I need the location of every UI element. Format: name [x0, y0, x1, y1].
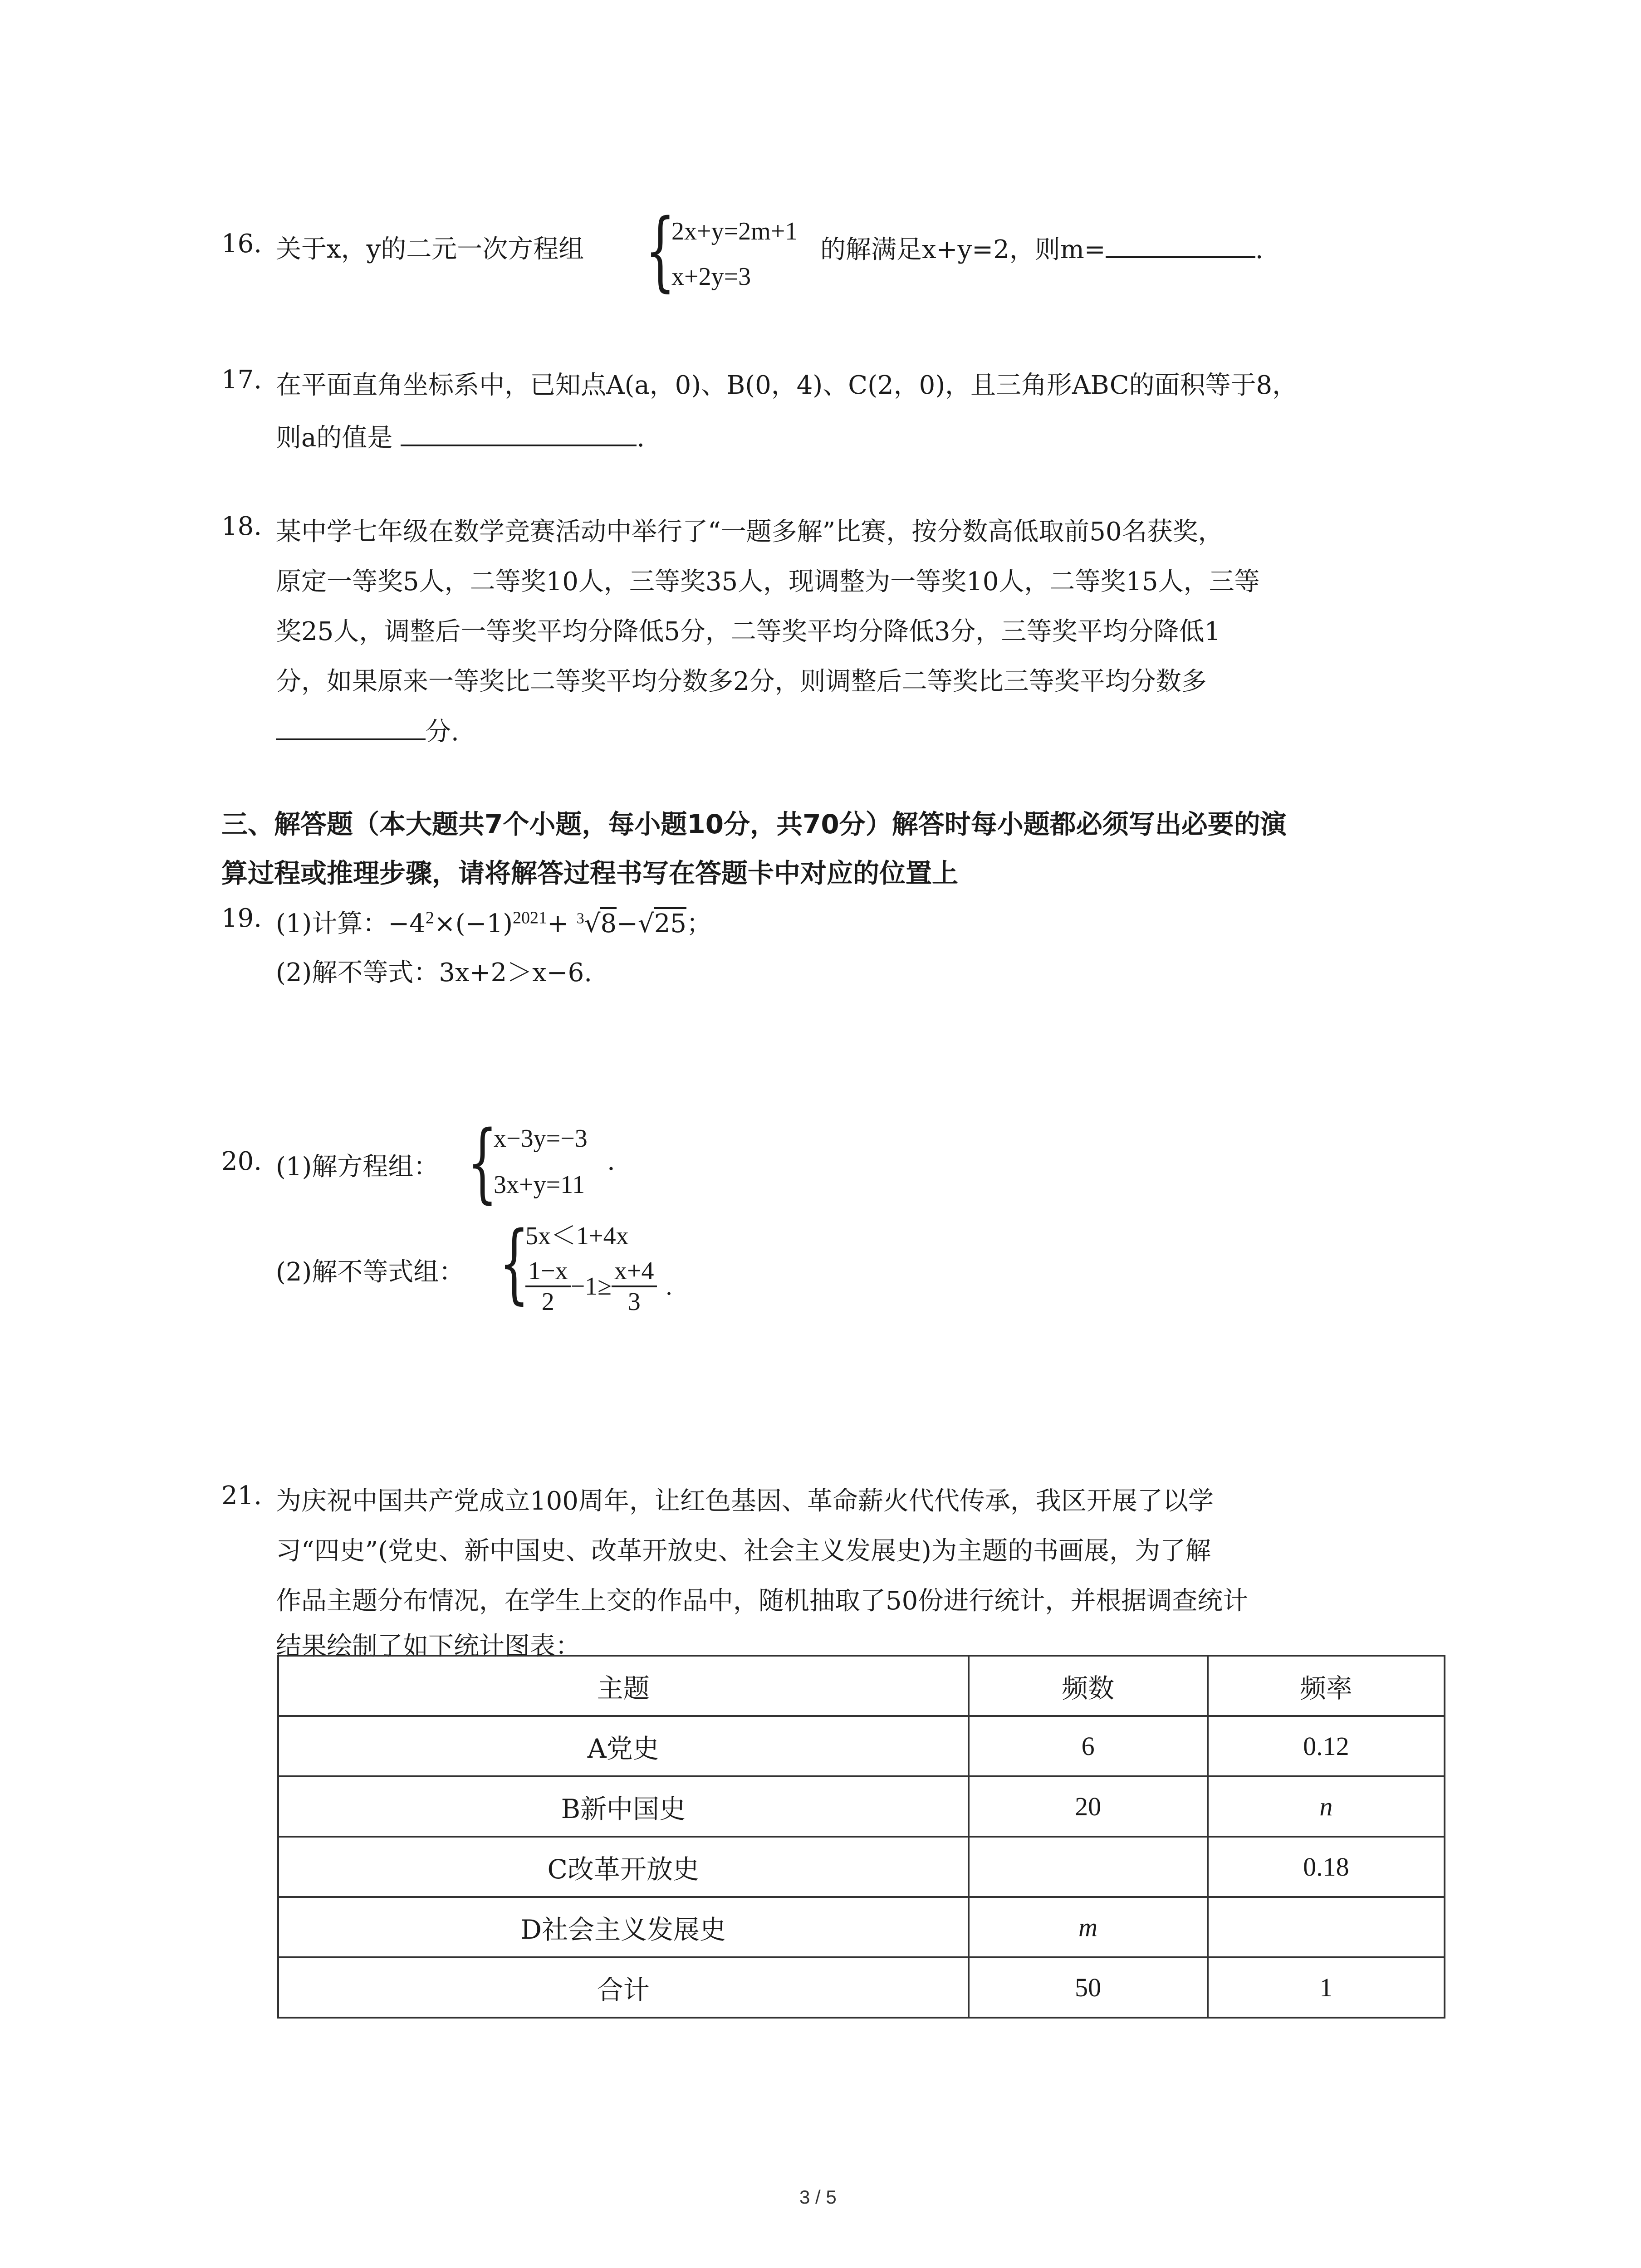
table-cell: A党史 [278, 1716, 969, 1776]
header-cell: 频数 [969, 1656, 1208, 1716]
table-cell: B新中国史 [278, 1776, 969, 1837]
table-cell: C改革开放史 [278, 1837, 969, 1897]
table-cell: 1 [1208, 1957, 1445, 2018]
fraction: $\frac{x+4}{3}$ [612, 1256, 657, 1316]
q18-line-1: 某中学七年级在数学竞赛活动中举行了“一题多解”比赛，按分数高低取前50名获奖， [276, 517, 1224, 547]
table-cell: m [969, 1897, 1208, 1957]
answer-blank[interactable] [401, 417, 637, 446]
q19-part-2: (2)解不等式：3x+2＞x−6. [276, 958, 593, 987]
table-cell: 合计 [278, 1957, 969, 2018]
q16-equation-2: x+2y=3 [671, 263, 751, 291]
header-cell: 主题 [278, 1656, 969, 1716]
table-row [278, 1837, 1445, 1897]
q18-line-4: 分，如果原来一等奖比二等奖平均分数多2分，则调整后二等奖比三等奖平均分数多 [276, 667, 1207, 696]
table-header-row [278, 1656, 1445, 1716]
q20-part-1-end: . [607, 1147, 615, 1176]
header-cell: 频率 [1208, 1656, 1445, 1716]
fraction: $\frac{1-x}{2}$ [525, 1256, 571, 1316]
q18-line-3: 奖25人，调整后一等奖平均分降低5分，二等奖平均分降低3分，三等奖平均分降低1 [276, 617, 1221, 646]
table-cell [969, 1837, 1208, 1897]
section-3-heading-cont: 算过程或推理步骤，请将解答过程书写在答题卡中对应的位置上 [221, 858, 959, 889]
q16-equation-1: 2x+y=2m+1 [671, 217, 798, 245]
q21-line-2: 习“四史”(党史、新中国史、改革开放史、社会主义发展史)为主题的书画展，为了解 [276, 1536, 1211, 1566]
q19-part-1: (1)计算：$-4^2\times(-1)^{2021}+ ^3√8-√25$； [276, 904, 712, 940]
sqrt-icon: √ [584, 909, 601, 938]
table-row [278, 1897, 1445, 1957]
table-cell: 20 [969, 1776, 1208, 1837]
q20-part-2: (2)解不等式组： [276, 1257, 465, 1287]
table-cell: 6 [969, 1716, 1208, 1776]
q16-post: 的解满足x+y=2，则m= . [820, 229, 1264, 266]
question-number: 16. [221, 229, 262, 259]
q21-number: 21. [221, 1481, 262, 1510]
statistics-table [277, 1655, 1445, 2019]
brace-icon: { [499, 1213, 529, 1313]
table-row [278, 1716, 1445, 1776]
table-row [278, 1957, 1445, 2018]
q21-line-1: 为庆祝中国共产党成立100周年，让红色基因、革命薪火代代传承，我区开展了以学 [276, 1486, 1214, 1516]
table-cell: 0.18 [1208, 1837, 1445, 1897]
q20-inequality-1: 5x＜1+4x [525, 1222, 629, 1250]
brace-icon: { [645, 200, 676, 301]
q19-number: 19. [221, 904, 262, 933]
q20-equation-2: 3x+y=11 [494, 1171, 585, 1199]
q16 [221, 229, 262, 259]
page-number: 3 / 5 [799, 2186, 837, 2208]
q20-equation-1: x−3y=−3 [494, 1124, 588, 1153]
q18-line-5: 分. [276, 711, 459, 748]
sqrt-icon: √ [638, 909, 654, 938]
root-index: 3 [576, 910, 584, 927]
q16-text [276, 229, 584, 265]
section-3-heading: 三、解答题（本大题共7个小题，每小题10分，共70分）解答时每小题都必须写出必要的演 [221, 809, 1287, 840]
table-cell: 50 [969, 1957, 1208, 2018]
answer-blank[interactable] [1106, 229, 1255, 258]
q21-line-4: 结果绘制了如下统计图表： [276, 1632, 581, 1661]
q16-pre: 关于x，y的二元一次方程组 [276, 235, 584, 264]
q17-line-2: 则a的值是 . [276, 417, 645, 454]
q17-line-1: 在平面直角坐标系中，已知点A(a，0)、B(0，4)、C(2，0)，且三角形ABC的面积等于8， [276, 371, 1298, 400]
table-cell: 0.12 [1208, 1716, 1445, 1776]
table-row [278, 1776, 1445, 1837]
q18-line-2: 原定一等奖5人，二等奖10人，三等奖35人，现调整为一等奖10人，二等奖15人，三等 [276, 567, 1260, 596]
table-cell: n [1208, 1776, 1445, 1837]
answer-blank[interactable] [276, 711, 426, 740]
brace-icon: { [467, 1112, 498, 1212]
q20-number: 20. [221, 1147, 262, 1176]
q21-line-3: 作品主题分布情况，在学生上交的作品中，随机抽取了50份进行统计，并根据调查统计 [276, 1586, 1249, 1616]
q20-part-1: (1)解方程组： [276, 1152, 439, 1182]
q20-inequality-2: $\frac{1-x}{2}$ −1≥ $\frac{x+4}{3}$ . [525, 1256, 672, 1316]
q17-number: 17. [221, 365, 262, 395]
q18-number: 18. [221, 512, 262, 541]
table-cell: D社会主义发展史 [278, 1897, 969, 1957]
table-cell [1208, 1897, 1445, 1957]
